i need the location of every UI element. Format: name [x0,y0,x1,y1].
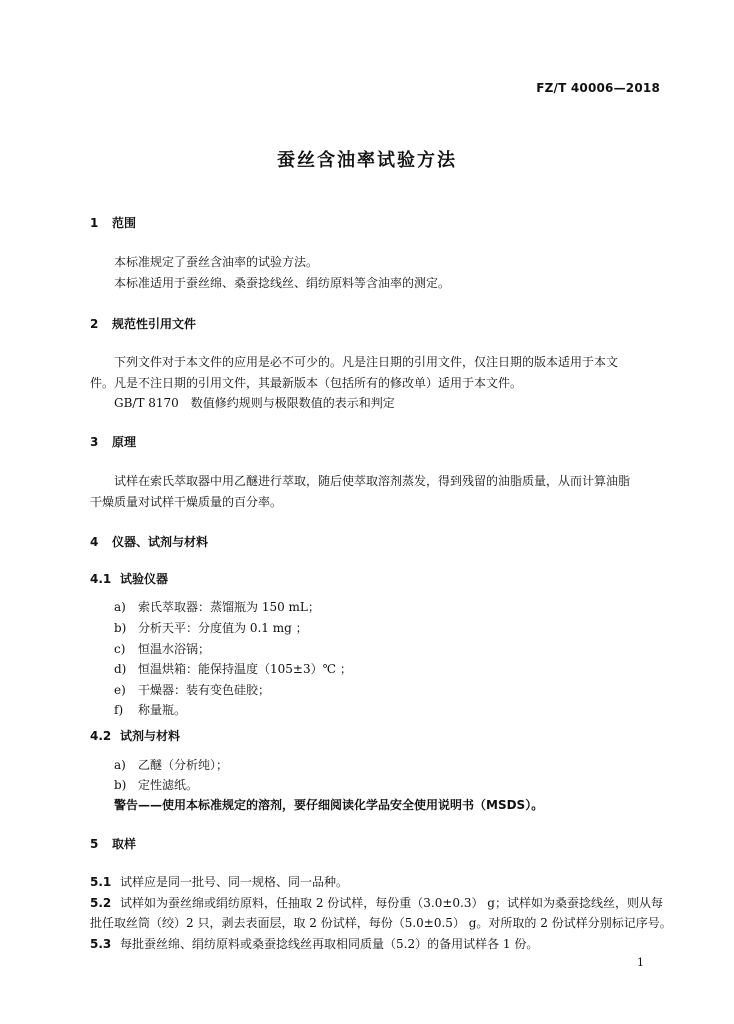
clause-5-2-line-2: 批任取丝筒（绞）2 只，剥去表面层，取 2 份试样，每份（5.0±0.5） g。对所取的 2 份试样分别标记序号。 [90,916,672,930]
document-title: 蚕丝含油率试验方法 [277,150,457,171]
list-text: 分析天平：分度值为 0.1 mg ； [138,621,308,635]
list-text: 乙醚（分析纯）； [138,758,229,772]
section-number: 3 [90,435,99,449]
clause-5-3 [90,935,538,952]
subsection-4-1-heading [90,570,168,587]
normative-reference: GB/T 8170 数值修约规则与极限数值的表示和判定 [114,396,395,410]
subsection-number: 4.2 [90,729,112,743]
list-marker: b) [114,778,127,792]
list-item [114,681,270,698]
section-title: 取样 [112,837,137,851]
list-marker: d) [114,662,127,676]
section-2-heading [90,315,196,332]
list-item [114,756,228,773]
section-title: 范围 [112,216,137,230]
section-title: 规范性引用文件 [112,317,197,331]
list-item [114,701,186,718]
s2-paragraph-line-1: 下列文件对于本文件的应用是必不可少的。凡是注日期的引用文件，仅注日期的版本适用于本文 [114,355,619,369]
clause-5-1 [90,873,348,890]
clause-text: 每批蚕丝绵、绢纺原料或桑蚕捻线丝再取相同质量（5.2）的备用试样各 1 份。 [120,937,539,951]
page-number: 1 [637,956,644,969]
safety-warning: 警告——使用本标准规定的溶剂，要仔细阅读化学品安全使用说明书（MSDS）。 [114,798,544,812]
subsection-title: 试剂与材料 [120,729,181,743]
list-marker: b) [114,621,127,635]
list-text: 干燥器：装有变色硅胶； [138,683,271,697]
list-text: 恒温烘箱：能保持温度（105±3）℃ ； [138,662,352,676]
section-number: 5 [90,837,99,851]
section-title: 原理 [112,435,137,449]
s1-paragraph-2: 本标准适用于蚕丝绵、桑蚕捻线丝、绢纺原料等含油率的测定。 [114,276,451,290]
section-1-heading [90,214,136,231]
clause-number: 5.1 [90,875,112,889]
list-text: 定性滤纸。 [138,778,199,792]
list-marker: e) [114,683,126,697]
section-number: 2 [90,317,99,331]
list-item [114,598,320,615]
s2-paragraph-line-2: 件。凡是不注日期的引用文件，其最新版本（包括所有的修改单）适用于本文件。 [90,376,523,390]
clause-text: 试样如为蚕丝绵或绢纺原料，任抽取 2 份试样，每份重（3.0±0.3） g；试样如为桑蚕捻线丝，则从每 [120,896,663,910]
list-marker: a) [114,758,126,772]
list-item [114,640,210,657]
list-text: 索氏萃取器：蒸馏瓶为 150 mL； [138,600,320,614]
clause-number: 5.3 [90,937,112,951]
clause-text: 试样应是同一批号、同一规格、同一品种。 [120,875,349,889]
list-marker: c) [114,642,126,656]
clause-5-2-line-1 [90,894,663,911]
section-3-heading [90,433,136,450]
list-item [114,776,198,793]
list-text: 恒温水浴锅； [138,642,211,656]
clause-number: 5.2 [90,896,112,910]
subsection-4-2-heading [90,727,180,744]
section-4-heading [90,533,208,550]
s1-paragraph-1: 本标准规定了蚕丝含油率的试验方法。 [114,255,319,269]
list-text: 称量瓶。 [138,703,187,717]
standard-code: FZ/T 40006—2018 [536,81,660,95]
section-number: 4 [90,535,99,549]
list-marker: a) [114,600,126,614]
s3-paragraph-line-1: 试样在索氏萃取器中用乙醚进行萃取，随后使萃取溶剂蒸发，得到残留的油脂质量，从而计算油脂 [114,474,631,488]
section-5-heading [90,835,136,852]
list-item [114,619,308,636]
list-marker: f) [114,703,124,717]
section-title: 仪器、试剂与材料 [112,535,209,549]
list-item [114,660,352,677]
section-number: 1 [90,216,99,230]
subsection-number: 4.1 [90,572,112,586]
subsection-title: 试验仪器 [120,572,169,586]
s3-paragraph-line-2: 干燥质量对试样干燥质量的百分率。 [90,495,283,509]
